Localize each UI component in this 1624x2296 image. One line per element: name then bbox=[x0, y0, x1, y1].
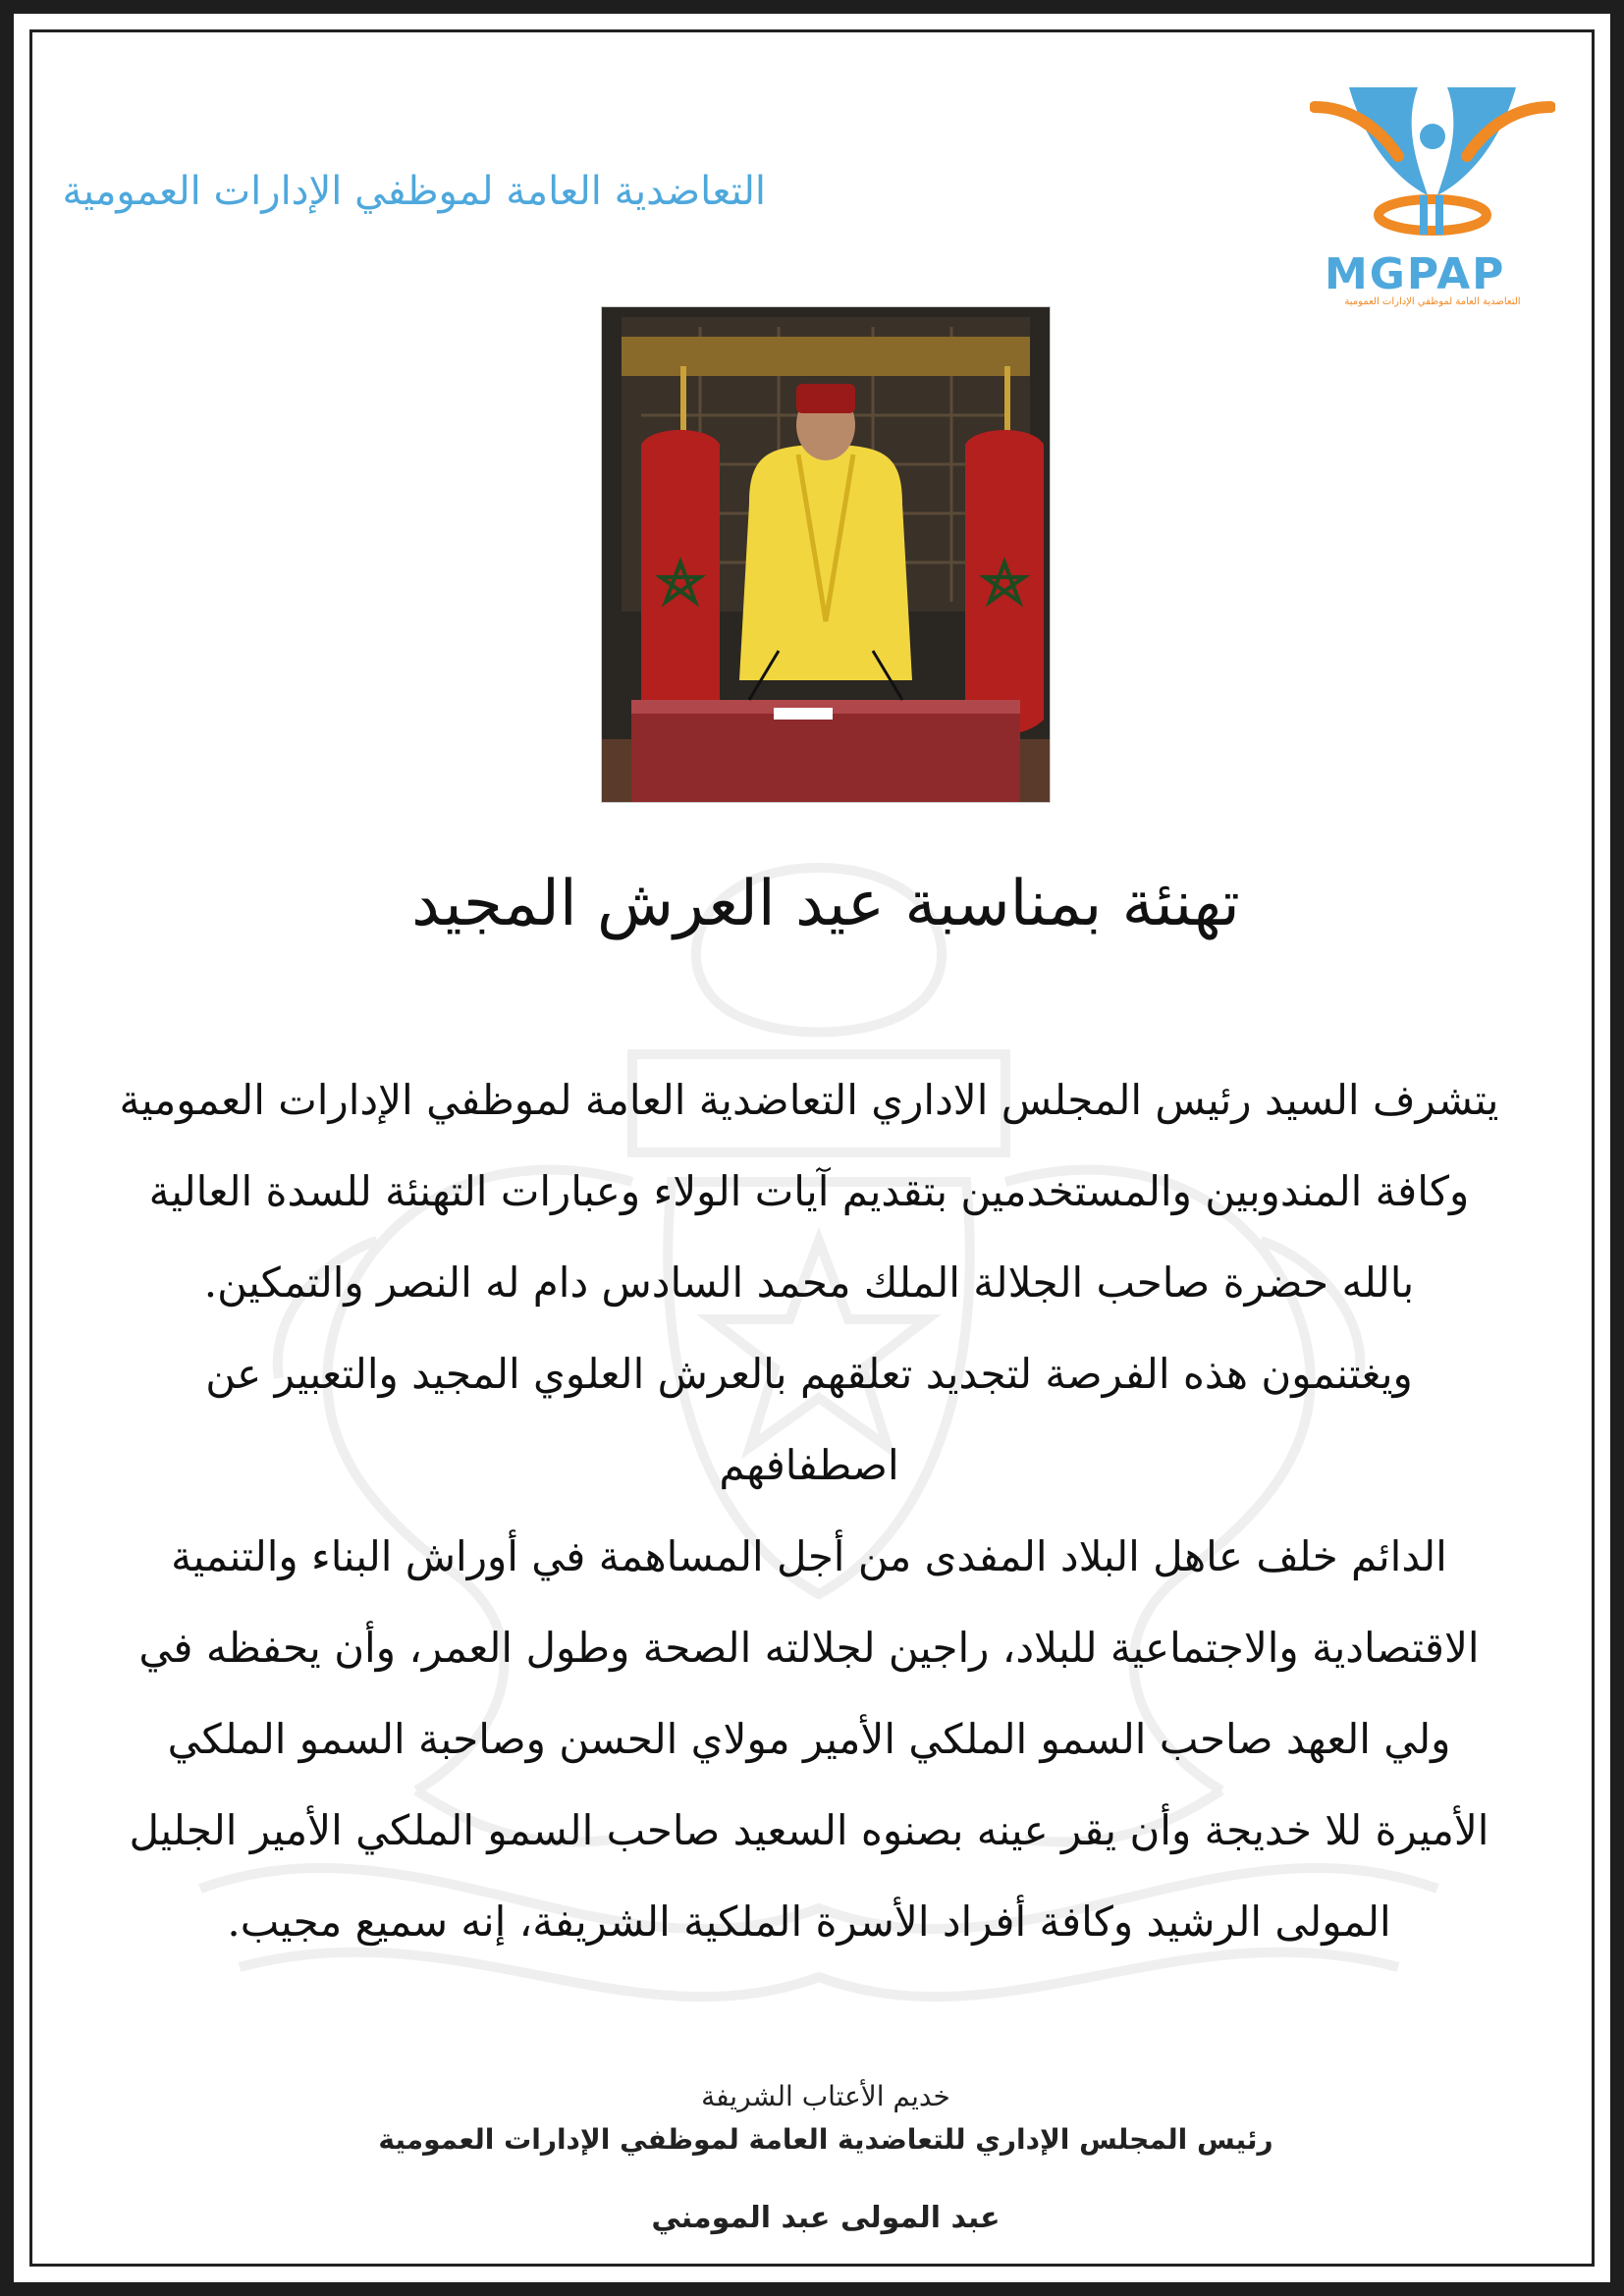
logo-subtitle: التعاضدية العامة لموظفي الإدارات العمومية bbox=[1344, 296, 1521, 307]
body-line: ولي العهد صاحب السمو الملكي الأمير مولاي الحسن وصاحبة السمو الملكي bbox=[167, 1715, 1451, 1763]
signature-title: رئيس المجلس الإداري للتعاضدية العامة لموظفي الإدارات العمومية bbox=[378, 2123, 1273, 2156]
document-title: تهنئة بمناسبة عيد العرش المجيد bbox=[411, 868, 1240, 940]
logo-wordmark: MGPAP bbox=[1325, 249, 1506, 299]
royal-portrait-photo bbox=[601, 306, 1051, 803]
signatory-name: عبد المولى عبد المومني bbox=[651, 2201, 1001, 2235]
message-body bbox=[112, 1054, 1506, 1967]
body-line: الاقتصادية والاجتماعية للبلاد، راجين لجلالته الصحة وطول العمر، وأن يحفظه في bbox=[138, 1624, 1480, 1672]
body-line: بالله حضرة صاحب الجلالة الملك محمد السادس دام له النصر والتمكين. bbox=[203, 1258, 1415, 1307]
body-line: الأميرة للا خديجة وأن يقر عينه بصنوه السعيد صاحب السمو الملكي الأمير الجليل bbox=[129, 1806, 1489, 1854]
body-line: المولى الرشيد وكافة أفراد الأسرة الملكية الشريفة، إنه سميع مجيب. bbox=[227, 1897, 1391, 1946]
signature-honorific: خديم الأعتاب الشريفة bbox=[701, 2080, 950, 2112]
organization-name: التعاضدية العامة لموظفي الإدارات العمومية bbox=[62, 169, 766, 214]
body-line: وكافة المندوبين والمستخدمين بتقديم آيات الولاء وعبارات التهنئة للسدة العالية bbox=[148, 1167, 1470, 1215]
signature-block bbox=[14, 2075, 1624, 2240]
body-line: ويغتنمون هذه الفرصة لتجديد تعلقهم بالعرش العلوي المجيد والتعبير عن اصطفافهم bbox=[205, 1350, 1413, 1489]
document-page bbox=[14, 14, 1610, 2282]
body-line: الدائم خلف عاهل البلاد المفدى من أجل المساهمة في أوراش البناء والتنمية bbox=[171, 1532, 1447, 1580]
body-line: يتشرف السيد رئيس المجلس الاداري التعاضدية العامة لموظفي الإدارات العمومية bbox=[119, 1076, 1499, 1124]
